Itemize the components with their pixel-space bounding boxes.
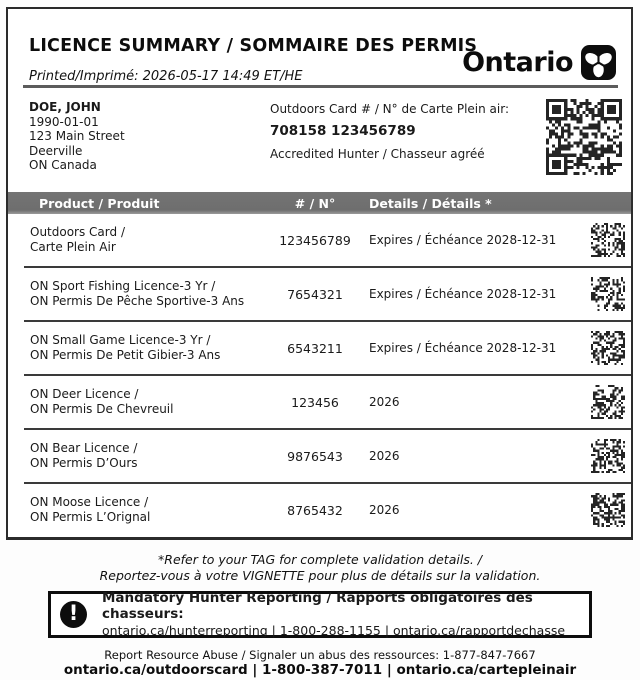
- table-row: [8, 484, 631, 536]
- holder-region: ON Canada: [29, 158, 97, 172]
- accredited-hunter-label: Accredited Hunter / Chasseur agréé: [270, 147, 485, 161]
- tag-footnote-fr: Reportez-vous à votre VIGNETTE pour plus de détails sur la validation.: [99, 567, 541, 583]
- row-qr-code: [591, 331, 625, 365]
- header-divider: [23, 85, 618, 88]
- trillium-icon: [580, 45, 617, 80]
- licence-details: 2026: [369, 395, 400, 409]
- holder-city: Deerville: [29, 143, 83, 158]
- row-qr-code: [591, 223, 625, 257]
- ontario-wordmark: Ontario: [462, 47, 573, 78]
- licence-table: [8, 214, 631, 536]
- licence-number: 123456: [291, 394, 339, 410]
- licence-holder-block: [29, 100, 125, 173]
- licence-details: 2026: [369, 503, 400, 517]
- product-name: ON Sport Fishing Licence-3 Yr / ON Permis De Pêche Sportive-3 Ans: [30, 279, 245, 308]
- reporting-text: [102, 590, 589, 639]
- table-header-row: [8, 192, 631, 214]
- licence-details: Expires / Échéance 2028-12-31: [369, 233, 557, 247]
- product-name: ON Moose Licence / ON Permis L’Orignal: [30, 495, 151, 524]
- outdoors-card-label: Outdoors Card # / N° de Carte Plein air:: [270, 102, 510, 116]
- printed-timestamp: Printed/Imprimé: 2026-05-17 14:49 ET/HE: [29, 69, 303, 84]
- outdoors-card-number: 708158 123456789: [270, 123, 416, 139]
- reporting-links: ontario.ca/hunterreporting | 1-800-288-1155 | ontario.ca/rapportdechasse: [102, 623, 566, 638]
- mandatory-reporting-box: [48, 591, 592, 638]
- licence-details: Expires / Échéance 2028-12-31: [369, 287, 557, 301]
- outdoors-card-block: [270, 102, 509, 161]
- table-row: [8, 214, 631, 266]
- licence-number: 9876543: [287, 448, 343, 464]
- column-header-details: Details / Détails *: [369, 195, 492, 211]
- holder-dob: 1990-01-01: [29, 114, 99, 129]
- holder-street: 123 Main Street: [29, 129, 125, 143]
- row-qr-code: [591, 277, 625, 311]
- row-qr-code: [591, 385, 625, 419]
- licence-number: 123456789: [279, 232, 351, 248]
- product-name: ON Small Game Licence-3 Yr / ON Permis De Petit Gibier-3 Ans: [30, 333, 221, 362]
- holder-name: DOE, JOHN: [29, 100, 101, 114]
- product-name: Outdoors Card / Carte Plein Air: [30, 225, 125, 254]
- row-qr-code: [591, 493, 625, 527]
- document-frame: [6, 7, 633, 540]
- column-header-product: Product / Produit: [39, 195, 160, 211]
- tag-footnote-en: *Refer to your TAG for complete validation details. /: [158, 552, 482, 567]
- resource-abuse-line: Report Resource Abuse / Signaler un abus des ressources: 1-877-847-7667: [104, 648, 536, 662]
- table-row: [8, 430, 631, 482]
- licence-number: 7654321: [287, 286, 343, 302]
- page-title: LICENCE SUMMARY / SOMMAIRE DES PERMIS: [29, 36, 478, 56]
- licence-number: 8765432: [287, 502, 343, 518]
- outdoors-card-qr-code: [546, 99, 622, 175]
- reporting-title: Mandatory Hunter Reporting / Rapports obligatoires des chasseurs:: [102, 590, 533, 622]
- table-row: [8, 322, 631, 374]
- licence-details: 2026: [369, 449, 400, 463]
- licence-details: Expires / Échéance 2028-12-31: [369, 341, 557, 355]
- tag-footnote: [0, 552, 640, 583]
- table-row: [8, 268, 631, 320]
- licence-number: 6543211: [287, 340, 343, 356]
- row-qr-code: [591, 439, 625, 473]
- product-name: ON Deer Licence / ON Permis De Chevreuil: [30, 387, 174, 416]
- footer-links-line: ontario.ca/outdoorscard | 1-800-387-7011 | ontario.ca/cartepleinair: [63, 662, 577, 678]
- exclamation-icon: !: [60, 601, 87, 628]
- product-name: ON Bear Licence / ON Permis D’Ours: [30, 441, 138, 470]
- column-header-number: # / N°: [294, 195, 336, 211]
- table-row: [8, 376, 631, 428]
- ontario-logo: [462, 45, 617, 80]
